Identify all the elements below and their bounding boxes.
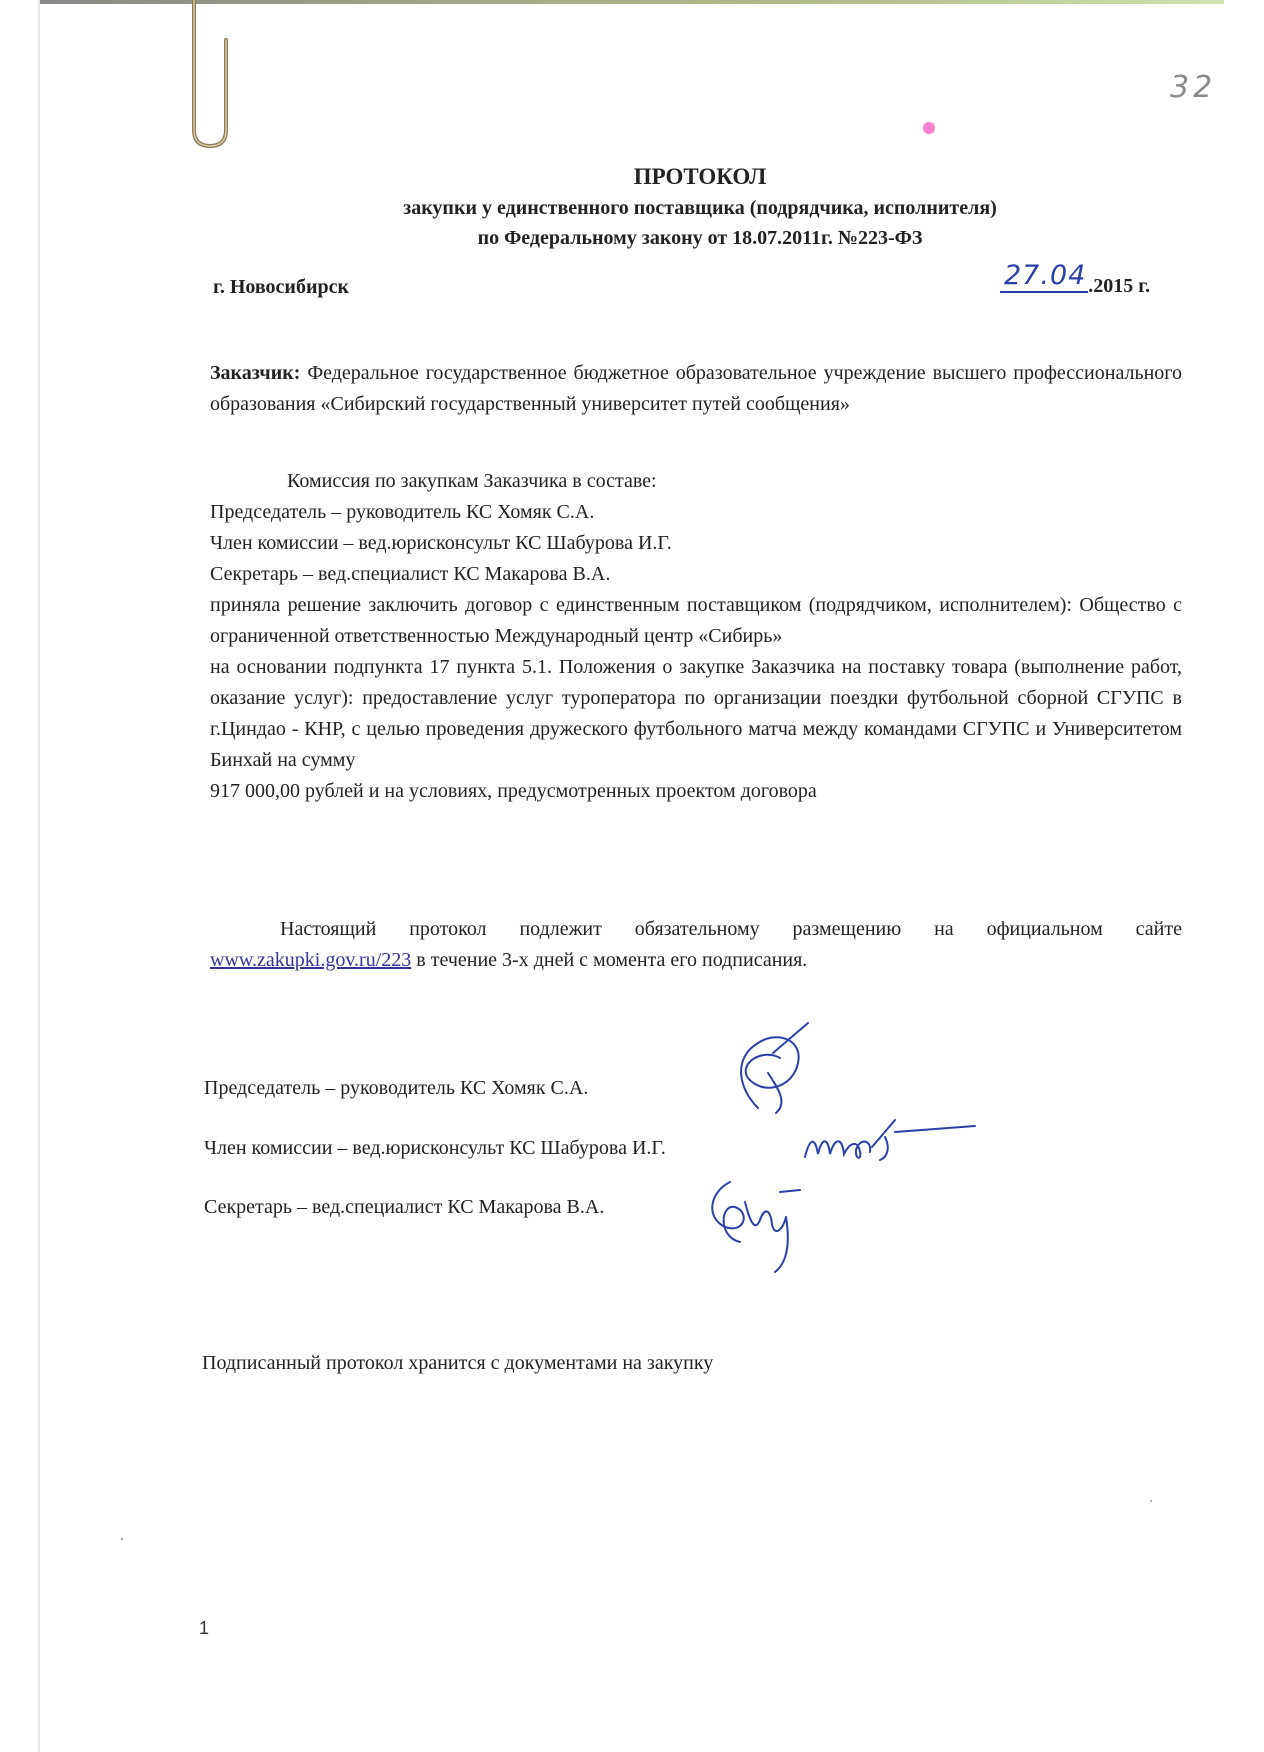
scan-speck <box>1150 1500 1152 1502</box>
signature-row-member <box>204 1137 666 1160</box>
customer-label: Заказчик: <box>210 362 301 384</box>
customer-text: Федеральное государственное бюджетное образовательное учреждение высшего профессионального образования «Сибирский государственный университет путей сообщения» <box>210 362 1183 415</box>
customer-paragraph <box>210 358 1182 420</box>
handwritten-date: 27.04 <box>1000 260 1088 293</box>
signature-label-chairman: Председатель – руководитель КС Хомяк С.А. <box>204 1077 589 1099</box>
notice-paragraph <box>210 914 1182 976</box>
ink-spot <box>923 122 935 134</box>
signature-label-member: Член комиссии – вед.юрисконсульт КС Шабурова И.Г. <box>204 1137 666 1159</box>
paperclip-icon <box>186 0 242 150</box>
signature-row-chairman <box>204 1077 588 1100</box>
signature-row-secretary <box>204 1196 604 1219</box>
commission-basis: на основании подпункта 17 пункта 5.1. Положения о закупке Заказчика на поставку товара (выполнение работ, оказание услуг): предоставление услуг туроператора по организации поездки футбольной сборной СГУПС в г.Циндао - КНР, с целью проведения дружеского футбольного матча между командами СГУПС и Университетом Бинхай на сумму <box>210 656 1182 771</box>
document-subtitle-line2: по Федеральному закону от 18.07.2011г. №223-ФЗ <box>477 227 923 249</box>
notice-text-before-link: Настоящий протокол подлежит обязательному размещению на официальном сайте <box>280 918 1182 940</box>
document-subtitle-line1: закупки у единственного поставщика (подрядчика, исполнителя) <box>403 197 997 219</box>
city: г. Новосибирск <box>213 276 349 298</box>
signature-chairman-icon <box>718 1018 828 1118</box>
scan-speck <box>121 1538 123 1540</box>
commission-chairman: Председатель – руководитель КС Хомяк С.А. <box>210 501 595 523</box>
title-block <box>200 160 1200 253</box>
zakupki-link[interactable]: www.zakupki.gov.ru/223 <box>210 949 412 971</box>
signature-secretary-icon <box>700 1172 830 1282</box>
commission-decision: приняла решение заключить договор с единственным поставщиком (подрядчиком, исполнителем): Общество с ограниченной ответственностью Международный центр «Сибирь» <box>210 594 1182 647</box>
page-corner-number: 32 <box>1170 70 1217 105</box>
date-year: .2015 г. <box>1088 275 1151 297</box>
signature-member-icon <box>800 1112 980 1172</box>
page-number: 1 <box>199 1618 210 1638</box>
footer-note: Подписанный протокол хранится с документами на закупку <box>202 1352 714 1374</box>
signature-label-secretary: Секретарь – вед.специалист КС Макарова В.А. <box>204 1196 605 1218</box>
commission-secretary: Секретарь – вед.специалист КС Макарова В.А. <box>210 563 611 585</box>
notice-text <box>210 914 1182 976</box>
document-date <box>1000 260 1151 301</box>
commission-amount: 917 000,00 рублей и на условиях, предусмотренных проектом договора <box>210 780 817 802</box>
commission-member: Член комиссии – вед.юрисконсульт КС Шабурова И.Г. <box>210 532 672 554</box>
commission-block <box>210 466 1182 807</box>
document-title: ПРОТОКОЛ <box>633 164 767 189</box>
commission-intro: Комиссия по закупкам Заказчика в составе: <box>287 470 657 492</box>
notice-text-after-link: в течение 3-х дней с момента его подписания. <box>411 949 808 971</box>
scan-left-edge <box>38 0 40 1752</box>
